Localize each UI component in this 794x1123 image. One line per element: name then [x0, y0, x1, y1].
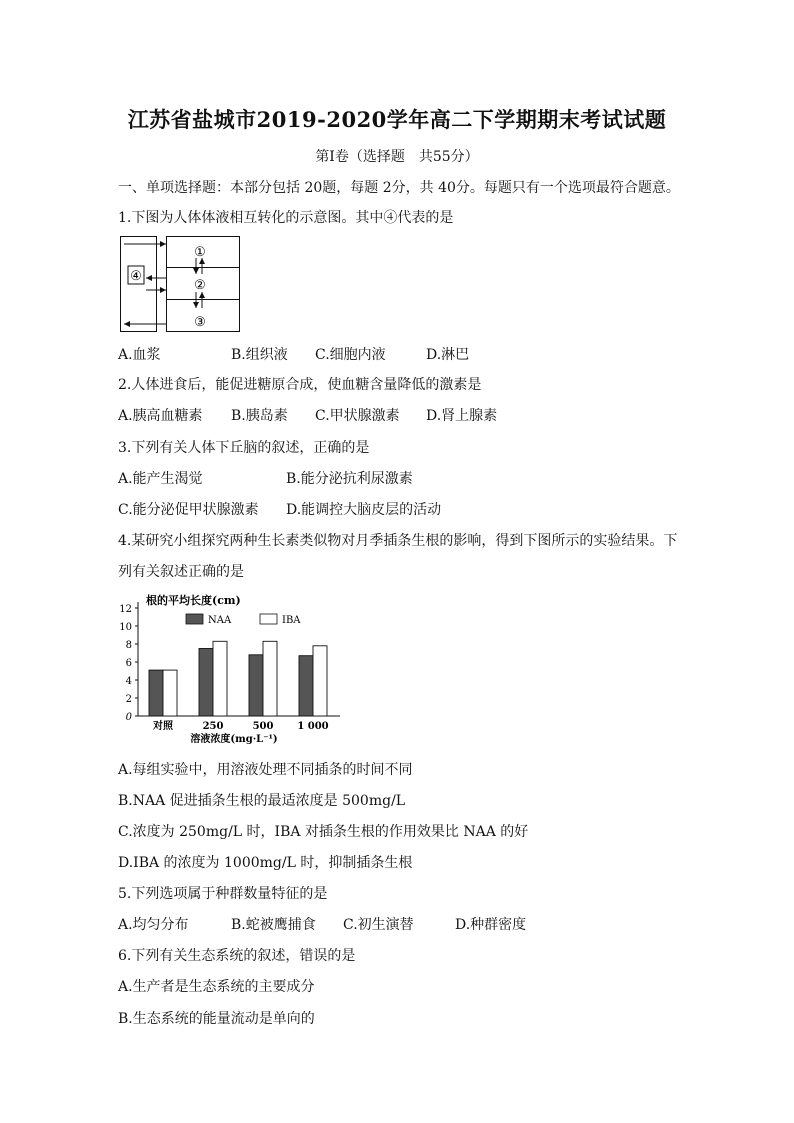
q1-option-b: B.组织液	[231, 347, 288, 363]
x-tick-label: 对照	[153, 721, 173, 732]
bar-naa	[299, 656, 313, 716]
q1-option-c: C.细胞内液	[315, 347, 386, 363]
q3-option-a: A.能产生渴觉	[118, 471, 203, 487]
y-tick-label: 6	[125, 658, 132, 669]
q6-option-a: A.生产者是生态系统的主要成分	[118, 979, 315, 995]
bar-iba	[263, 641, 277, 716]
bar-naa	[249, 655, 263, 716]
legend-swatch-iba	[260, 614, 277, 624]
bar-iba	[213, 641, 227, 716]
q2-option-a: A.胰高血糖素	[118, 408, 203, 424]
root-length-bar-chart	[118, 592, 348, 747]
q4-option-d: D.IBA 的浓度为 1000mg/L 时，抑制插条生根	[118, 855, 413, 871]
q4-option-b: B.NAA 促进插条生根的最适浓度是 500mg/L	[118, 793, 406, 809]
bar-naa	[199, 649, 213, 717]
q4-stem-line2: 列有关叙述正确的是	[118, 564, 244, 580]
x-tick-label: 1 000	[297, 721, 329, 732]
q6-stem: 6.下列有关生态系统的叙述，错误的是	[118, 948, 356, 964]
bar-iba	[163, 670, 177, 716]
q1-option-d: D.淋巴	[426, 347, 470, 363]
q4-stem-line1: 4.某研究小组探究两种生长素类似物对月季插条生根的影响，得到下图所示的实验结果。下	[118, 533, 678, 549]
bar-naa	[149, 670, 163, 716]
fluid-label-2: ②	[194, 278, 206, 293]
q3-option-b: B.能分泌抗利尿激素	[286, 471, 413, 487]
q3-option-d: D.能调控大脑皮层的活动	[286, 502, 442, 518]
x-tick-label: 250	[202, 721, 224, 732]
q5-option-a: A.均匀分布	[118, 917, 189, 933]
page-subtitle: 第Ⅰ卷（选择题 共55分）	[315, 149, 479, 165]
x-tick-label: 500	[252, 721, 274, 732]
q2-option-b: B.胰岛素	[231, 408, 288, 424]
q2-option-d: D.肾上腺素	[426, 408, 498, 424]
fluid-label-3: ③	[194, 315, 206, 330]
fluid-label-1: ①	[194, 245, 206, 260]
body-fluid-diagram	[120, 236, 240, 332]
y-tick-label: 0	[125, 712, 132, 723]
legend-label-naa: NAA	[208, 615, 232, 626]
legend-label-iba: IBA	[282, 615, 301, 626]
q2-option-c: C.甲状腺激素	[315, 408, 400, 424]
q6-option-b: B.生态系统的能量流动是单向的	[118, 1011, 315, 1027]
chart-ylabel: 根的平均长度(cm)	[146, 594, 241, 607]
y-tick-label: 2	[125, 694, 132, 705]
q5-option-c: C.初生演替	[343, 917, 414, 933]
q3-stem: 3.下列有关人体下丘脑的叙述，正确的是	[118, 440, 370, 456]
q4-option-c: C.浓度为 250mg/L 时，IBA 对插条生根的作用效果比 NAA 的好	[118, 824, 529, 840]
legend-swatch-naa	[186, 614, 203, 624]
y-tick-label: 4	[125, 676, 132, 687]
bar-iba	[313, 646, 327, 716]
q5-stem: 5.下列选项属于种群数量特征的是	[118, 886, 328, 902]
page-title: 江苏省盐城市2019-2020学年高二下学期期末考试试题	[127, 107, 667, 132]
y-tick-label: 12	[119, 604, 132, 615]
q1-option-a: A.血浆	[118, 347, 161, 363]
y-tick-label: 10	[119, 622, 132, 633]
fluid-label-4: ④	[130, 269, 142, 284]
y-tick-label: 8	[125, 640, 132, 651]
section-heading: 一、单项选择题：本部分包括 20题，每题 2分，共 40分。每题只有一个选项最符合题意。	[118, 180, 680, 196]
q5-option-d: D.种群密度	[455, 917, 527, 933]
q3-option-c: C.能分泌促甲状腺激素	[118, 502, 259, 518]
chart-xlabel: 溶液浓度(mg·L⁻¹)	[190, 734, 278, 745]
q5-option-b: B.蛇被鹰捕食	[231, 917, 316, 933]
q2-stem: 2.人体进食后，能促进糖原合成，使血糖含量降低的激素是	[118, 377, 482, 393]
q4-option-a: A.每组实验中，用溶液处理不同插条的时间不同	[118, 762, 413, 778]
q1-stem: 1.下图为人体体液相互转化的示意图。其中④代表的是	[118, 210, 454, 226]
